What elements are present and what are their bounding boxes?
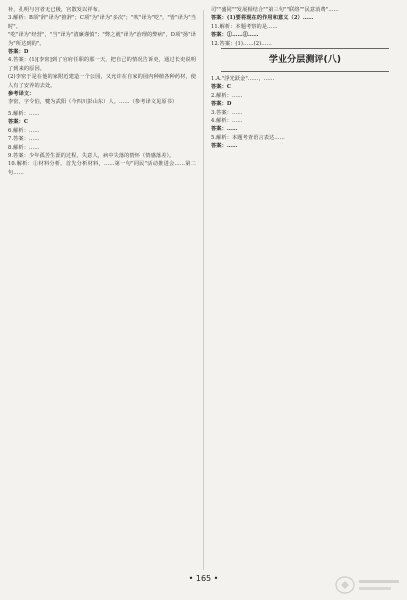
answer-line: 答案：…… — [211, 126, 238, 133]
paragraph: 补，孔明与宫者无已极，宫散发以祥布。 — [8, 7, 104, 13]
paragraph: 6.解析：…… — [8, 127, 40, 134]
heading: 参考译文： — [8, 91, 35, 98]
paragraph: 3.解析：B项"辞"译为"推辞"；C项"为"译为"多次"；"吹"译为"吃"，"皆"译为"当时"。 — [8, 15, 196, 30]
paragraph: 5.解析：本题考查语言表达…… — [211, 134, 285, 141]
answer-line: 答案：①……②…… — [211, 32, 259, 39]
answer-line: 答案：D — [211, 101, 232, 108]
answer-line: 答案：C — [8, 119, 29, 126]
watermark-logo-icon — [333, 574, 403, 596]
paragraph: 4.答案：(1)[李密]到了官府任职的那一天，把自己的情况告诉吏，通过长吏说明了到来的原因。 — [8, 57, 196, 72]
paragraph: 12.答案：(1)……(2)…… — [211, 40, 272, 47]
paragraph: 5.解析：…… — [8, 110, 40, 117]
paragraph: 李密，字令伯，犍为武阳（今四川彭山东）人。……（参考译文见原书） — [8, 99, 178, 106]
page-number: • 165 • — [188, 574, 219, 583]
answer-line: 答案：D — [8, 49, 29, 56]
paragraph: (2)李密于是在他的家附近建造一个公园，又允许在自家的园内种植各种药材，使人有了安养的去处。 — [8, 74, 196, 89]
answer-line: 答案：…… — [211, 143, 238, 150]
right-column — [211, 6, 399, 151]
paragraph: "吃"译为"经营"，"当"译为"清廉谨慎"；"弊之就"译为"治理的弊病"，D项"扬"译为"所达到的"。 — [8, 32, 196, 47]
paragraph: 司""盛同""发展相结合""第三句""联络""民意消费"…… — [211, 7, 339, 13]
paragraph: 2.解析：…… — [211, 92, 243, 99]
answer-line: 答案：(1)要将现在的作用和意义（2）…… — [211, 15, 314, 22]
paragraph: 10.解析：①材料分析。首先分析材料，……第一句"同民"活动推进会……第二句…… — [8, 161, 196, 176]
section-title: 学业分层测评(八) — [268, 55, 342, 66]
paragraph: 3.答案：…… — [211, 109, 243, 116]
paragraph: 7.答案：…… — [8, 136, 40, 143]
paragraph: 4.解析：…… — [211, 118, 243, 125]
paragraph: 9.答案：少年孤苦生涯的过程，失意人，病中失落的情怀（情感落差）。 — [8, 152, 175, 159]
title-rule — [221, 48, 389, 49]
answer-line: 答案：C — [211, 84, 232, 91]
column-divider — [203, 10, 204, 570]
paragraph: 1.A."浮光跃金"……，…… — [211, 76, 275, 83]
left-column — [8, 6, 196, 177]
paragraph: 11.解析：本题考察的是…… — [211, 23, 278, 30]
paragraph: 8.解析：…… — [8, 144, 40, 151]
